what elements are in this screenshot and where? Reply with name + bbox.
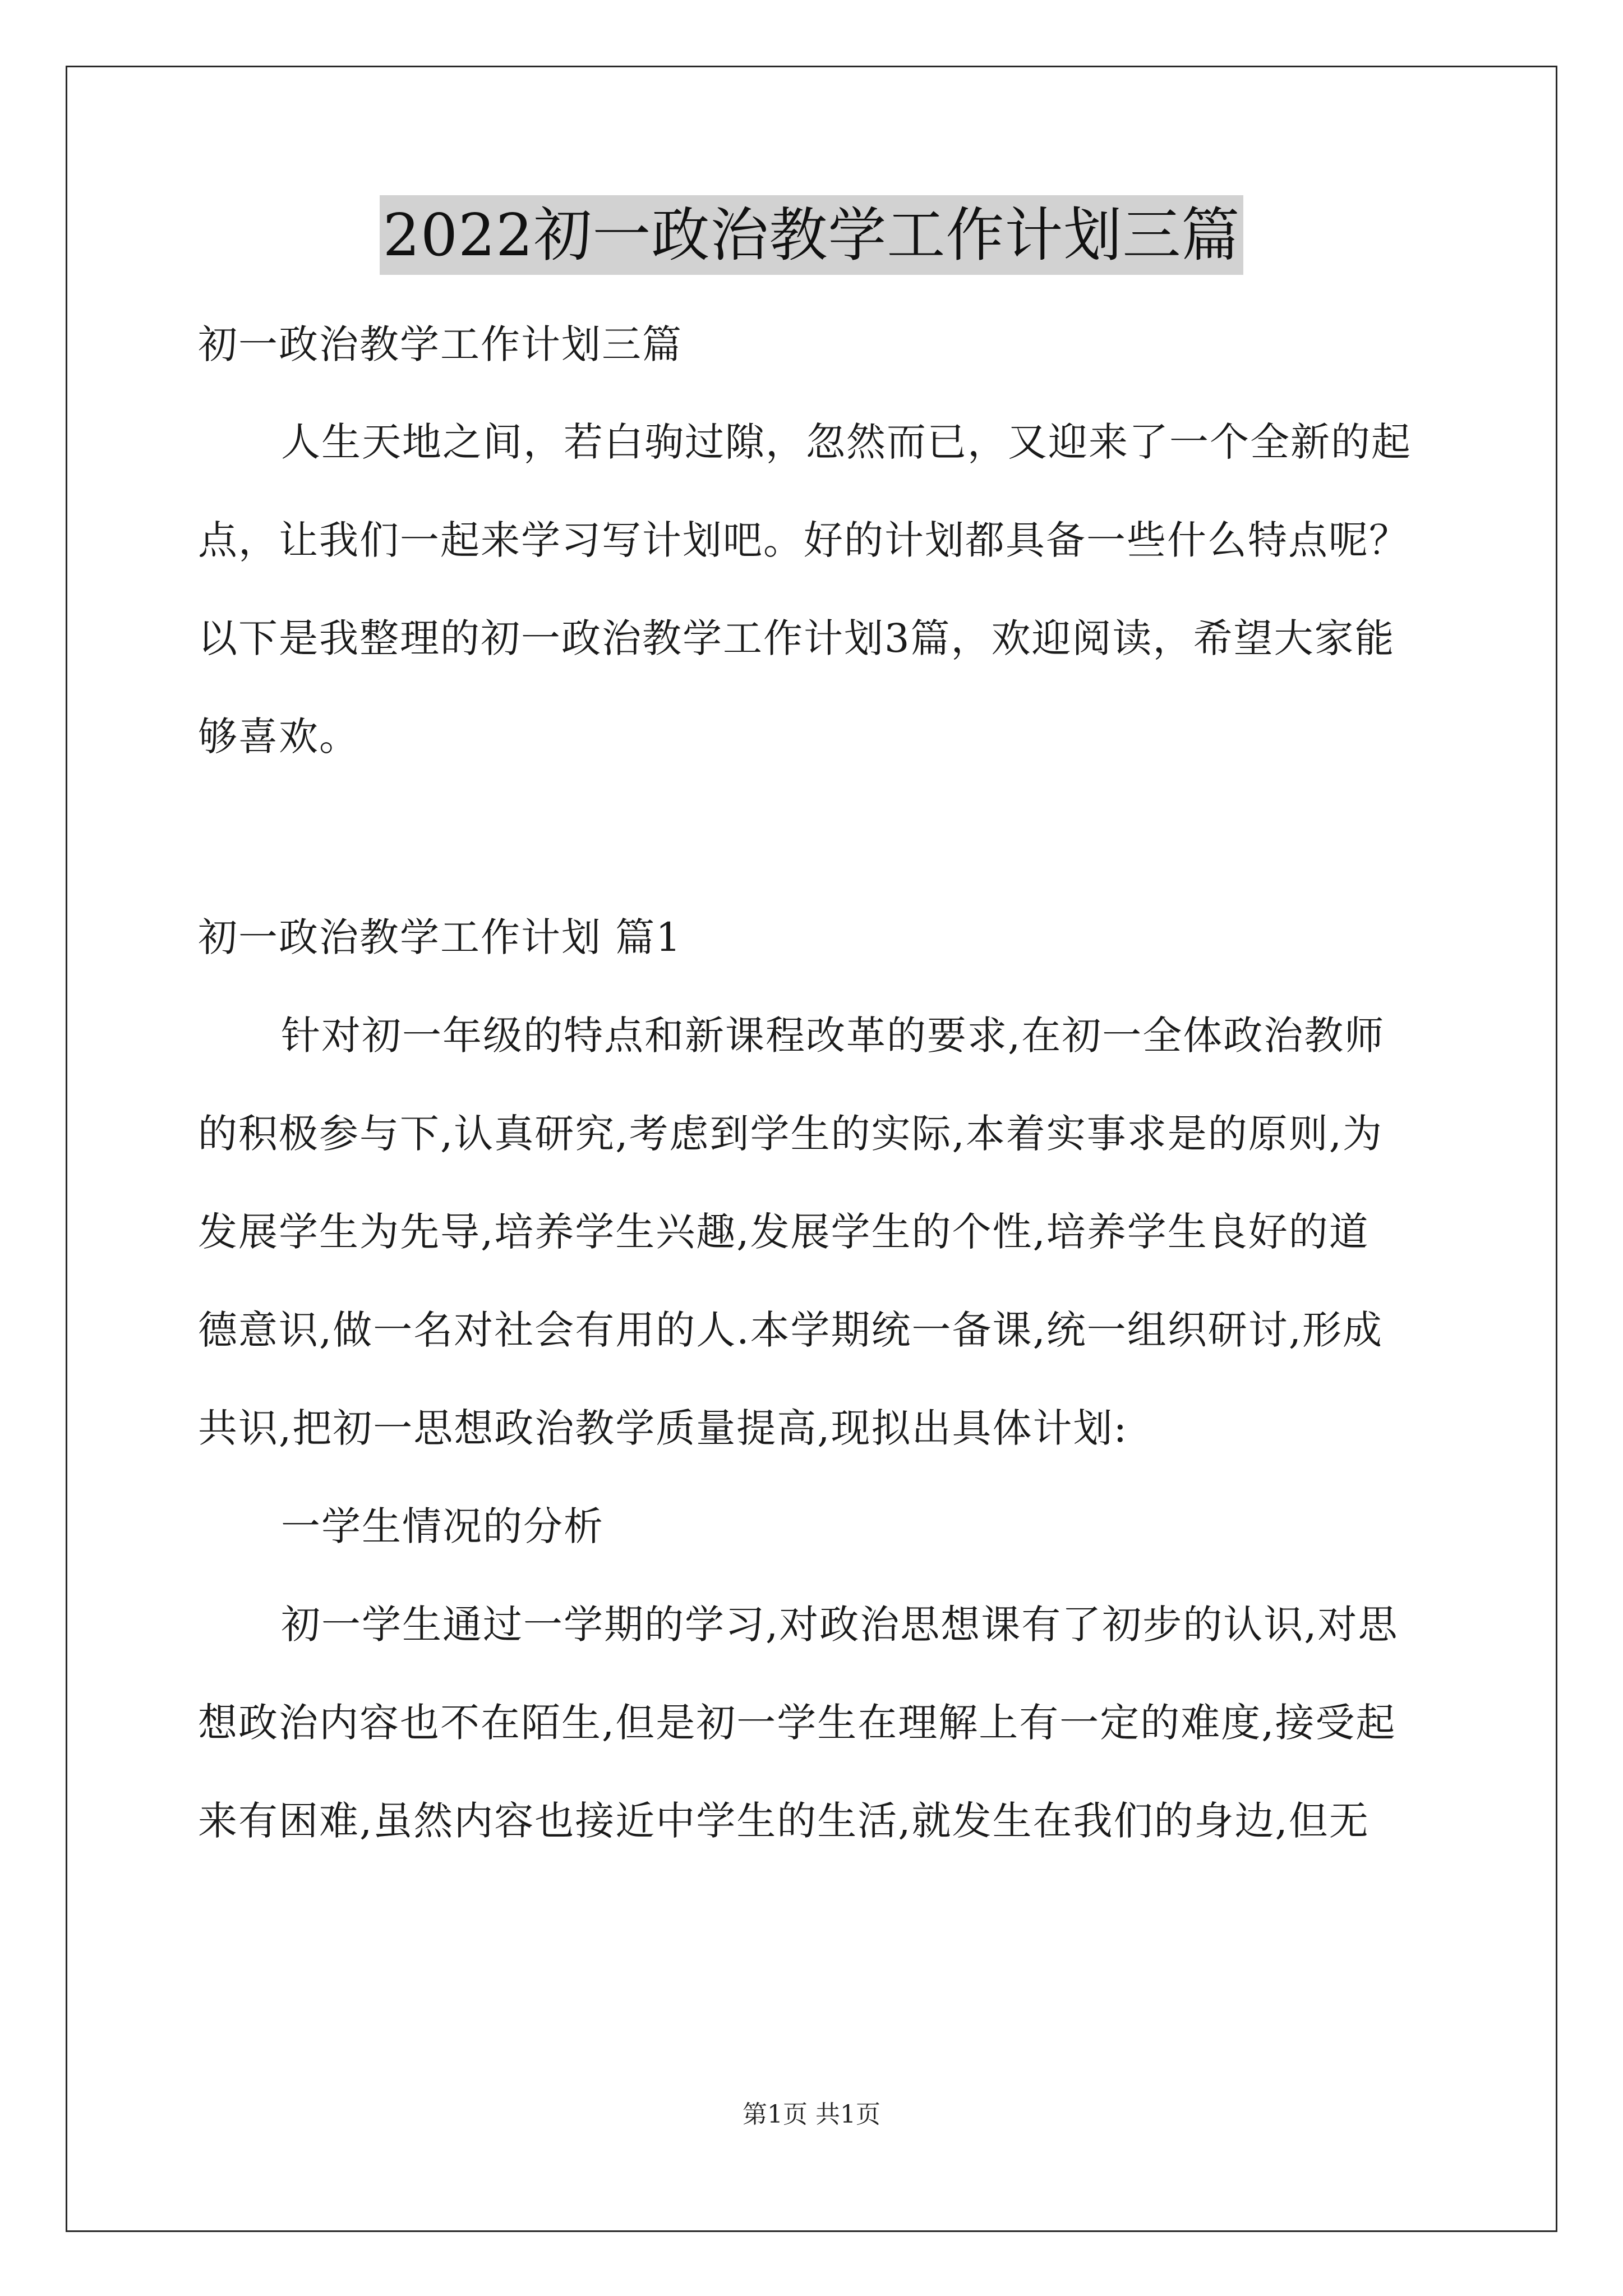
intro-line: 以下是我整理的初一政治教学工作计划3篇，欢迎阅读，希望大家能	[198, 615, 1395, 661]
paragraph-line: 来有困难,虽然内容也接近中学生的生活,就发生在我们的身边,但无	[198, 1798, 1370, 1844]
paragraph-line: 想政治内容也不在陌生,但是初一学生在理解上有一定的难度,接受起	[198, 1700, 1396, 1746]
section-heading: 初一政治教学工作计划 篇1	[198, 914, 682, 960]
subheading: 一学生情况的分析	[281, 1503, 604, 1549]
page-footer: 第1页 共1页	[743, 2100, 880, 2129]
paragraph-line: 的积极参与下,认真研究,考虑到学生的实际,本着实事求是的原则,为	[198, 1111, 1384, 1157]
intro-line: 够喜欢。	[198, 714, 359, 760]
paragraph-line: 共识,把初一思想政治教学质量提高,现拟出具体计划:	[198, 1405, 1128, 1451]
intro-line: 人生天地之间，若白驹过隙，忽然而已，又迎来了一个全新的起	[281, 419, 1412, 465]
paragraph-line: 德意识,做一名对社会有用的人.本学期统一备课,统一组织研讨,形成	[198, 1307, 1384, 1353]
title-container	[0, 195, 1623, 275]
paragraph-line: 针对初一年级的特点和新课程改革的要求,在初一全体政治教师	[281, 1013, 1385, 1059]
intro-line: 点，让我们一起来学习写计划吧。好的计划都具备一些什么特点呢？	[198, 517, 1409, 563]
document-body	[198, 303, 1432, 1848]
document-title: 2022初一政治教学工作计划三篇	[380, 195, 1244, 275]
paragraph-line: 初一学生通过一学期的学习,对政治思想课有了初步的认识,对思	[281, 1602, 1399, 1648]
document-subtitle: 初一政治教学工作计划三篇	[198, 321, 683, 367]
paragraph-line: 发展学生为先导,培养学生兴趣,发展学生的个性,培养学生良好的道	[198, 1209, 1370, 1255]
